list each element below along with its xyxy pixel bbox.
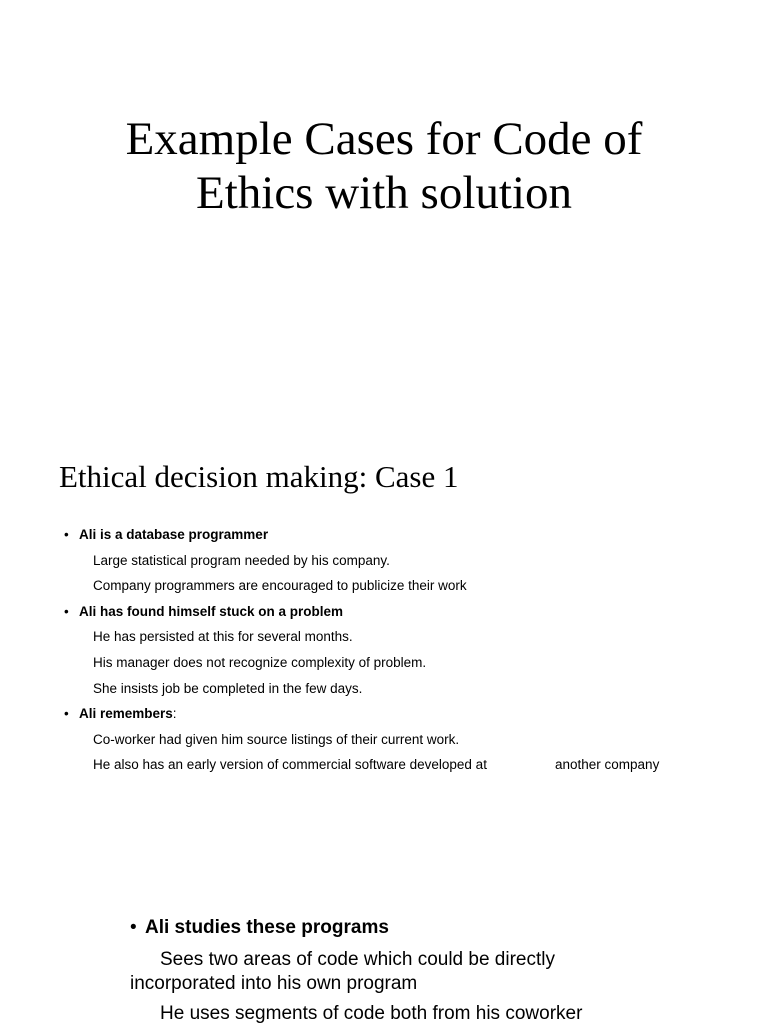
list-item (60, 522, 750, 548)
case-details-list (60, 522, 750, 778)
continuation-paragraph-2: He uses segments of code both from his coworker (160, 1003, 583, 1024)
continuation-block (130, 914, 750, 1026)
slide-title (0, 112, 768, 220)
list-item (60, 624, 750, 650)
case-heading: Ethical decision making: Case 1 (59, 459, 459, 494)
sub-item-text: He also has an early version of commercial software developed at (93, 757, 487, 773)
sub-item-text: Large statistical program needed by his company. (93, 552, 390, 568)
slide-title-line-2: Ethics with solution (196, 167, 572, 219)
continuation-bullet (130, 914, 750, 942)
list-item (60, 548, 750, 574)
list-item (60, 676, 750, 702)
sub-item-text: He has persisted at this for several months. (93, 629, 353, 645)
sub-item-text: She insists job be completed in the few days. (93, 680, 363, 696)
slide-title-line-1: Example Cases for Code of (125, 113, 643, 165)
bullet-text: Ali is a database programmer (79, 527, 269, 542)
list-item (60, 599, 750, 625)
list-item (60, 701, 750, 727)
list-item (60, 752, 750, 778)
bullet-text-suffix: : (172, 706, 177, 722)
list-item (60, 650, 750, 676)
sub-item-tail-text: another company (555, 757, 660, 773)
continuation-bullet-text: Ali studies these programs (145, 917, 389, 938)
sub-item-text: His manager does not recognize complexity of problem. (93, 654, 427, 670)
list-item (60, 573, 750, 599)
bullet-glyph: • (64, 706, 69, 722)
bullet-text: Ali remembers (79, 706, 173, 722)
list-item (60, 727, 750, 753)
bullet-glyph: • (130, 917, 137, 938)
bullet-glyph: • (64, 603, 69, 619)
bullet-text: Ali has found himself stuck on a problem (79, 603, 344, 619)
bullet-glyph: • (64, 527, 69, 542)
sub-item-text: Co-worker had given him source listings of their current work. (93, 731, 460, 747)
continuation-paragraph-1: Sees two areas of code which could be directly incorporated into his own program (130, 949, 555, 994)
sub-item-text: Company programmers are encouraged to publicize their work (93, 578, 467, 594)
